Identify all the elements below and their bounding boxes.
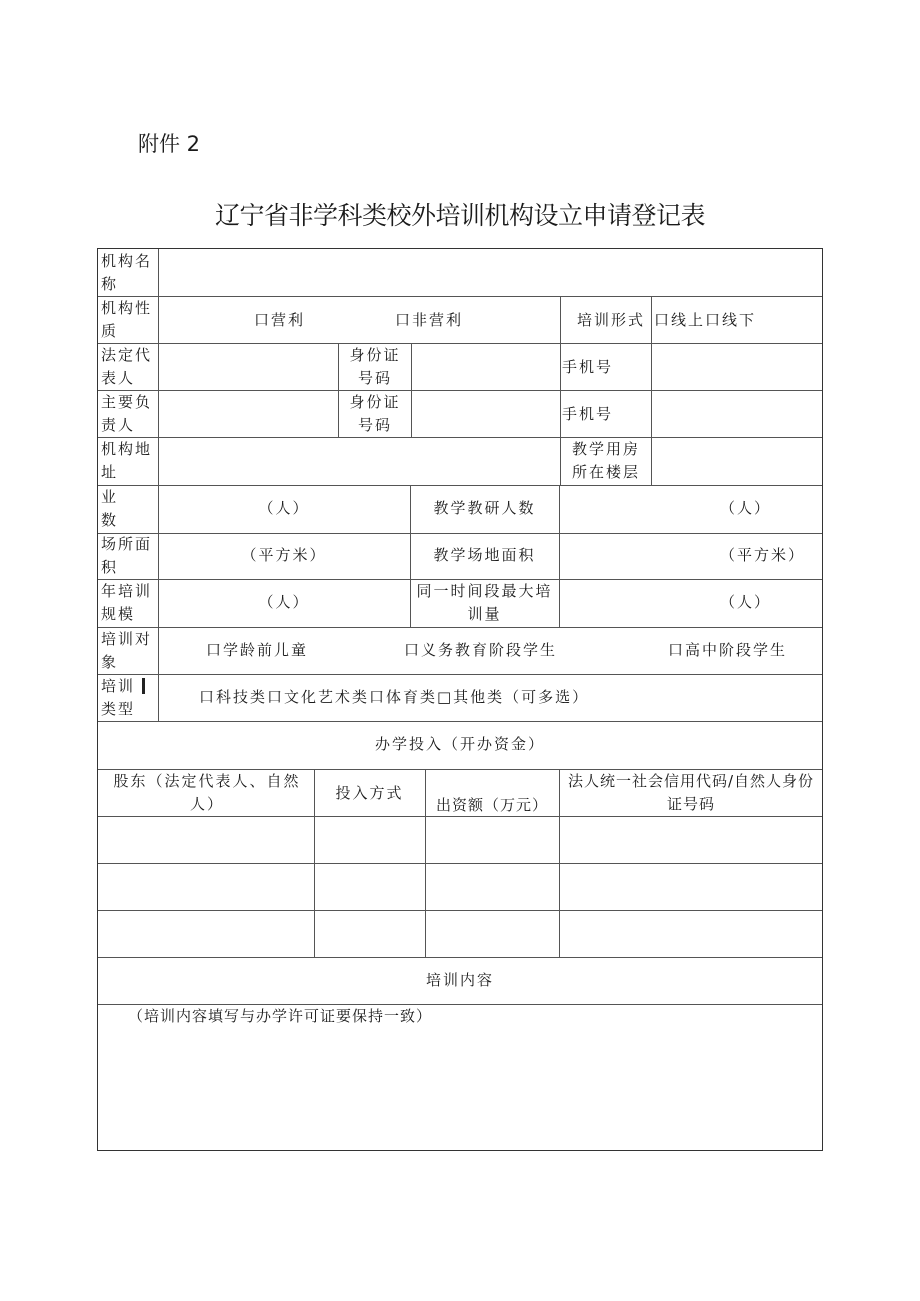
training-type-checkboxes[interactable]: 口科技类口文化艺术类口体育类□其他类（可多选） <box>199 688 590 706</box>
org-nature-label: 机构性质 <box>101 299 153 340</box>
address-label: 机构地址 <box>101 440 153 481</box>
target-highschool-checkbox[interactable]: 口高中阶段学生 <box>668 641 788 659</box>
legal-rep-phone-label: 手机号 <box>562 358 614 376</box>
training-form-checkboxes[interactable]: 口线上口线下 <box>654 311 757 329</box>
principal-id-label: 身份证号码 <box>349 393 401 434</box>
principal-phone-label: 手机号 <box>562 405 614 423</box>
registration-form-table <box>97 248 823 1151</box>
annual-scale-label: 年培训规模 <box>101 582 153 623</box>
site-area-unit: （平方米） <box>241 546 327 564</box>
target-preschool-checkbox[interactable]: 口学龄前儿童 <box>206 641 309 659</box>
col-investment-method: 投入方式 <box>335 784 404 802</box>
staff-label: 业数 <box>101 488 119 529</box>
principal-label: 主要负责人 <box>101 393 153 434</box>
legal-rep-id-label: 身份证号码 <box>349 346 401 387</box>
col-amount: 出资额（万元） <box>435 796 548 814</box>
annual-scale-unit: （人） <box>258 593 310 611</box>
col-credit-code: 法人统一社会信用代码/自然人身份证号码 <box>567 772 815 813</box>
training-content-note: （培训内容填写与办学许可证要保持一致） <box>128 1007 433 1025</box>
max-capacity-label: 同一时间段最大培训量 <box>416 582 553 623</box>
training-type-label: 培训类型 <box>101 677 136 718</box>
type-label-mark <box>142 678 145 694</box>
for-profit-checkbox[interactable]: 口营利 <box>254 311 306 329</box>
site-area-label: 场所面积 <box>101 535 153 576</box>
non-profit-checkbox[interactable]: 口非营利 <box>395 311 464 329</box>
col-shareholder: 股东（法定代表人、自然人） <box>113 772 301 813</box>
training-form-label: 培训形式 <box>577 311 646 329</box>
attachment-label: 附件 2 <box>138 132 201 156</box>
teachers-count-unit: （人） <box>720 499 772 517</box>
max-capacity-unit: （人） <box>720 593 772 611</box>
training-content-title: 培训内容 <box>425 971 494 989</box>
target-compulsory-checkbox[interactable]: 口义务教育阶段学生 <box>404 641 558 659</box>
form-title: 辽宁省非学科类校外培训机构设立申请登记表 <box>214 201 705 230</box>
org-name-label: 机构名称 <box>101 252 153 293</box>
teaching-area-label: 教学场地面积 <box>433 546 536 564</box>
teaching-floor-label: 教学用房所在楼层 <box>571 440 640 481</box>
staff-unit: （人） <box>258 499 310 517</box>
teaching-area-unit: （平方米） <box>720 546 806 564</box>
teachers-count-label: 教学教研人数 <box>433 499 536 517</box>
target-label: 培训对象 <box>101 630 153 671</box>
investment-section-title: 办学投入（开办资金） <box>374 735 545 753</box>
legal-rep-label: 法定代表人 <box>101 346 153 387</box>
